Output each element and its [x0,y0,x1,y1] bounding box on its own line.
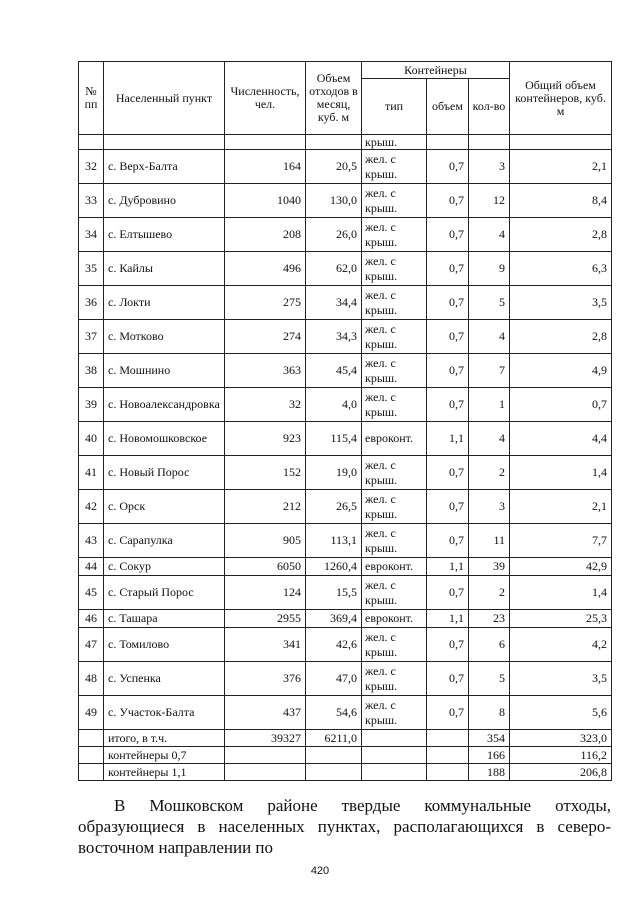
cell-population: 208 [225,218,306,252]
cell-population: 905 [225,524,306,558]
cell-settlement: с. Новоалександровка [104,388,225,422]
cell-count: 4 [469,218,510,252]
cell-total: 1,4 [510,456,612,490]
cell-num: 47 [79,628,104,662]
cell-count: 166 [469,747,510,764]
cell-type: жел. с крыш. [362,628,427,662]
cell-num: 44 [79,558,104,576]
cell-waste: 130,0 [306,184,362,218]
cell-count: 3 [469,490,510,524]
table-row [79,490,612,524]
cell-count: 2 [469,456,510,490]
cell-waste: 4,0 [306,388,362,422]
cell-num: 38 [79,354,104,388]
cell-empty [427,764,469,781]
cell-num: 36 [79,286,104,320]
cell-total: 8,4 [510,184,612,218]
cell-total: 2,8 [510,320,612,354]
cell-settlement: с. Сарапулка [104,524,225,558]
cell-empty [79,747,104,764]
cell-population: 32 [225,388,306,422]
table-row [79,286,612,320]
table-row [79,184,612,218]
cell-volume: 0,7 [427,184,469,218]
table-row [79,252,612,286]
cell-population: 152 [225,456,306,490]
cell-type: жел. с крыш. [362,388,427,422]
cell-total: 2,8 [510,218,612,252]
table-body [79,135,612,781]
cell-volume: 0,7 [427,456,469,490]
table-row [79,150,612,184]
cell-num: 33 [79,184,104,218]
cell-total: 4,9 [510,354,612,388]
cell-total: 42,9 [510,558,612,576]
cell-waste: 115,4 [306,422,362,456]
table-row [79,218,612,252]
cell-volume: 0,7 [427,490,469,524]
cell-waste: 34,3 [306,320,362,354]
cell-num: 49 [79,696,104,730]
cell-volume: 0,7 [427,524,469,558]
cell-settlement: с. Мотково [104,320,225,354]
cell-population: 376 [225,662,306,696]
cell-num: 32 [79,150,104,184]
cell-type: жел. с крыш. [362,456,427,490]
cell-settlement: с. Участок-Балта [104,696,225,730]
page-number: 420 [310,865,330,877]
cell-population: 124 [225,576,306,610]
cell-total: 2,1 [510,150,612,184]
cell-total: 4,4 [510,422,612,456]
cell-count: 39 [469,558,510,576]
cell-total: 7,7 [510,524,612,558]
cell-settlement: с. Кайлы [104,252,225,286]
table-row [79,662,612,696]
cell-count: 3 [469,150,510,184]
cell-type: крыш. [362,135,427,150]
header-total-volume: Общий объем контейнеров, куб. м [510,62,612,135]
cell-settlement: с. Верх-Балта [104,150,225,184]
cell-settlement: с. Дубровино [104,184,225,218]
cell-waste: 45,4 [306,354,362,388]
cell-count: 9 [469,252,510,286]
cell-total: 1,4 [510,576,612,610]
cell-population [225,747,306,764]
cell-total: 4,2 [510,628,612,662]
cell-num: 39 [79,388,104,422]
cell-population: 39327 [225,730,306,747]
cell-num: 42 [79,490,104,524]
cell-population: 1040 [225,184,306,218]
header-type: тип [362,79,427,135]
cell-population: 363 [225,354,306,388]
table-row [79,558,612,576]
cell-type: жел. с крыш. [362,218,427,252]
cell-count: 6 [469,628,510,662]
cell-volume: 0,7 [427,696,469,730]
cell-waste: 1260,4 [306,558,362,576]
cell-type: жел. с крыш. [362,286,427,320]
cell-empty [362,747,427,764]
cell-total: 3,5 [510,286,612,320]
cell-type: жел. с крыш. [362,320,427,354]
header-waste-volume: Объем отходов в месяц, куб. м [306,62,362,135]
body-paragraph: В Мошковском районе твердые коммунальные отходы, образующиеся в населенных пунктах, располагающихся в северо-восточном направлении по [78,796,611,857]
cell-volume: 0,7 [427,388,469,422]
cell-population: 275 [225,286,306,320]
cell-population: 496 [225,252,306,286]
cell-count: 5 [469,662,510,696]
cell-waste: 369,4 [306,610,362,628]
cell-waste: 34,4 [306,286,362,320]
cell-settlement: с. Старый Порос [104,576,225,610]
cell-population [225,764,306,781]
header-num: № пп [79,62,104,135]
table-row [79,524,612,558]
cell-waste: 26,5 [306,490,362,524]
cell-total: 206,8 [510,764,612,781]
cell-settlement: с. Елтышево [104,218,225,252]
cell-type: жел. с крыш. [362,252,427,286]
cell-count: 188 [469,764,510,781]
cell-type: жел. с крыш. [362,184,427,218]
cell-settlement: с. Томилово [104,628,225,662]
cell-count: 23 [469,610,510,628]
cell-settlement: с. Орск [104,490,225,524]
cell-total: 323,0 [510,730,612,747]
cell-waste [306,747,362,764]
cell-population: 2955 [225,610,306,628]
cell-empty [362,730,427,747]
table-row [79,422,612,456]
cell-total: 2,1 [510,490,612,524]
cell-count: 7 [469,354,510,388]
cell-empty [79,764,104,781]
cell-population: 437 [225,696,306,730]
cell-type: жел. с крыш. [362,662,427,696]
cell-type: евроконт. [362,422,427,456]
header-volume: объем [427,79,469,135]
cell-waste: 19,0 [306,456,362,490]
cell-volume: 1,1 [427,558,469,576]
cell-type: жел. с крыш. [362,576,427,610]
cell-total: 25,3 [510,610,612,628]
cell-waste: 42,6 [306,628,362,662]
cell-waste: 47,0 [306,662,362,696]
cell-volume: 0,7 [427,218,469,252]
cell-population: 212 [225,490,306,524]
cell-total: 116,2 [510,747,612,764]
cell-num: 34 [79,218,104,252]
cell-type: жел. с крыш. [362,490,427,524]
cell-empty [427,747,469,764]
cell-waste: 62,0 [306,252,362,286]
cell-population: 164 [225,150,306,184]
table-row [79,354,612,388]
cell-type: евроконт. [362,610,427,628]
cell-num: 48 [79,662,104,696]
cell-volume: 0,7 [427,576,469,610]
cell-volume: 1,1 [427,422,469,456]
totals-row [79,730,612,747]
cell-type: жел. с крыш. [362,354,427,388]
table-row [79,576,612,610]
table-row [79,388,612,422]
cell-count: 12 [469,184,510,218]
cell-volume: 0,7 [427,354,469,388]
cell-empty [362,764,427,781]
cell-num: 41 [79,456,104,490]
totals-row [79,764,612,781]
cell-waste: 15,5 [306,576,362,610]
cell-num: 45 [79,576,104,610]
cell-settlement: с. Сокур [104,558,225,576]
table-row [79,456,612,490]
cell-population: 923 [225,422,306,456]
cell-total: 5,6 [510,696,612,730]
cell-waste [306,764,362,781]
cell-population: 6050 [225,558,306,576]
cell-num: 37 [79,320,104,354]
cell-settlement: с. Мошнино [104,354,225,388]
cell-total: 0,7 [510,388,612,422]
cell-type: жел. с крыш. [362,696,427,730]
header-containers: Контейнеры [362,62,510,79]
cell-num: 46 [79,610,104,628]
table-row [79,320,612,354]
cell-count: 354 [469,730,510,747]
cell-settlement: с. Новомошковское [104,422,225,456]
cell-count: 8 [469,696,510,730]
containers-table [78,61,612,781]
cell-waste: 6211,0 [306,730,362,747]
totals-row [79,747,612,764]
cell-settlement: с. Новый Порос [104,456,225,490]
continuation-row [79,135,612,150]
cell-population: 274 [225,320,306,354]
cell-total: 6,3 [510,252,612,286]
cell-volume: 0,7 [427,286,469,320]
cell-volume: 0,7 [427,662,469,696]
cell-waste: 26,0 [306,218,362,252]
cell-settlement: с. Ташара [104,610,225,628]
header-population: Численность, чел. [225,62,306,135]
cell-count: 1 [469,388,510,422]
cell-volume: 0,7 [427,150,469,184]
header-settlement: Населенный пункт [104,62,225,135]
cell-count: 4 [469,320,510,354]
cell-empty [79,730,104,747]
cell-empty [427,730,469,747]
table-row [79,610,612,628]
cell-total: 3,5 [510,662,612,696]
cell-type: евроконт. [362,558,427,576]
cell-count: 4 [469,422,510,456]
cell-volume: 1,1 [427,610,469,628]
cell-type: жел. с крыш. [362,150,427,184]
cell-count: 2 [469,576,510,610]
cell-num: 40 [79,422,104,456]
cell-total-label: итого, в т.ч. [104,730,225,747]
cell-volume: 0,7 [427,628,469,662]
cell-waste: 54,6 [306,696,362,730]
cell-total-label: контейнеры 1,1 [104,764,225,781]
cell-volume: 0,7 [427,320,469,354]
cell-settlement: с. Локти [104,286,225,320]
header-count: кол-во [469,79,510,135]
cell-num: 35 [79,252,104,286]
table-row [79,696,612,730]
cell-count: 5 [469,286,510,320]
cell-count: 11 [469,524,510,558]
cell-type: жел. с крыш. [362,524,427,558]
cell-total-label: контейнеры 0,7 [104,747,225,764]
cell-waste: 20,5 [306,150,362,184]
cell-volume: 0,7 [427,252,469,286]
cell-num: 43 [79,524,104,558]
cell-settlement: с. Успенка [104,662,225,696]
cell-population: 341 [225,628,306,662]
table-row [79,628,612,662]
cell-waste: 113,1 [306,524,362,558]
table-header [79,62,612,135]
